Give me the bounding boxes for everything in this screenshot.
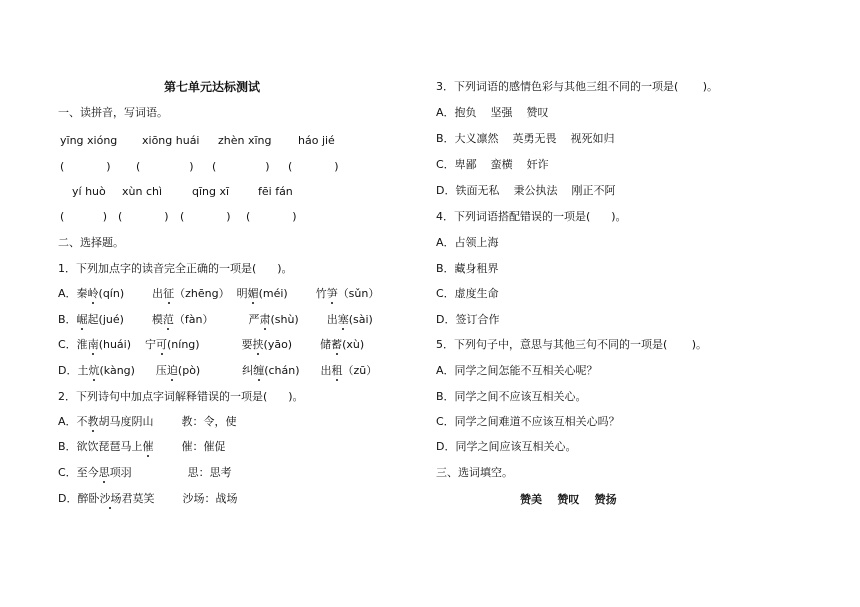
q3-option-a[interactable]: A．抱负 坚强 赞叹 xyxy=(436,106,549,119)
answer-blank-7[interactable]: ( ) xyxy=(180,210,231,223)
question-4: 4．下列词语搭配错误的一项是( )。 xyxy=(436,210,627,223)
q5-option-d[interactable]: D．同学之间应该互相关心。 xyxy=(436,440,577,453)
pinyin-4: háo jié xyxy=(298,134,335,147)
pinyin-7: qīng xī xyxy=(192,185,230,198)
q2-option-b[interactable]: B．欲饮琵琶马上催 催：催促 xyxy=(58,440,226,453)
q4-option-c[interactable]: C．虚度生命 xyxy=(436,287,499,300)
q4-option-b[interactable]: B．藏身租界 xyxy=(436,262,499,275)
answer-blank-2[interactable]: ( ) xyxy=(136,160,194,173)
pinyin-6: xùn chì xyxy=(122,185,163,198)
q1-option-a[interactable]: A．秦岭(qín) 出征（zhēng） 明媚(méi) 竹笋（sǔn） xyxy=(58,287,380,300)
q5-option-a[interactable]: A．同学之间怎能不互相关心呢？ xyxy=(436,364,598,377)
section-3-heading: 三、选词填空。 xyxy=(436,466,513,479)
pinyin-2: xiōng huái xyxy=(142,134,200,147)
q4-option-d[interactable]: D．签订合作 xyxy=(436,313,500,326)
pinyin-8: fēi fán xyxy=(258,185,293,198)
q1-option-c[interactable]: C．淮南(huái) 宁可(níng) 要挟(yāo) 储蓄(xù) xyxy=(58,338,365,351)
q3-option-c[interactable]: C．卑鄙 蛮横 奸诈 xyxy=(436,158,549,171)
answer-blank-4[interactable]: ( ) xyxy=(288,160,339,173)
q3-option-d[interactable]: D．铁面无私 秉公执法 刚正不阿 xyxy=(436,184,616,197)
answer-blank-8[interactable]: ( ) xyxy=(246,210,297,223)
q2-option-a[interactable]: A．不教胡马度阴山 教：令，使 xyxy=(58,415,237,428)
q5-option-b[interactable]: B．同学之间不应该互相关心。 xyxy=(436,390,587,403)
section-2-heading: 二、选择题。 xyxy=(58,236,124,249)
q1-option-d[interactable]: D．土炕(kàng) 压迫(pò) 纠缠(chán) 出租（zū） xyxy=(58,364,378,377)
q3-option-b[interactable]: B．大义凛然 英勇无畏 视死如归 xyxy=(436,132,615,145)
left-column xyxy=(58,0,438,607)
q4-option-a[interactable]: A．占领上海 xyxy=(436,236,499,249)
question-5: 5．下列句子中，意思与其他三句不同的一项是( )。 xyxy=(436,338,708,351)
answer-blank-1[interactable]: ( ) xyxy=(60,160,111,173)
question-2: 2．下列诗句中加点字词解释错误的一项是( )。 xyxy=(58,390,304,403)
right-column xyxy=(436,0,816,607)
q2-option-c[interactable]: C．至今思项羽 思：思考 xyxy=(58,466,232,479)
q1-option-b[interactable]: B．崛起(jué) 模范（fàn） 严肃(shù) 出塞(sài) xyxy=(58,313,373,326)
pinyin-1: yīng xióng xyxy=(60,134,118,147)
word-bank: 赞美 赞叹 赞扬 xyxy=(520,493,617,506)
answer-blank-6[interactable]: ( ) xyxy=(118,210,169,223)
answer-blank-5[interactable]: ( ) xyxy=(60,210,108,223)
pinyin-3: zhèn xīng xyxy=(218,134,272,147)
q2-option-d[interactable]: D．醉卧沙场君莫笑 沙场：战场 xyxy=(58,492,238,505)
section-1-heading: 一、读拼音，写词语。 xyxy=(58,106,168,119)
question-1: 1．下列加点字的读音完全正确的一项是( )。 xyxy=(58,262,293,275)
pinyin-5: yí huò xyxy=(72,185,106,198)
question-3: 3．下列词语的感情色彩与其他三组不同的一项是( )。 xyxy=(436,80,719,93)
test-title: 第七单元达标测试 xyxy=(164,80,261,94)
answer-blank-3[interactable]: ( ) xyxy=(212,160,270,173)
q5-option-c[interactable]: C．同学之间难道不应该互相关心吗？ xyxy=(436,415,620,428)
